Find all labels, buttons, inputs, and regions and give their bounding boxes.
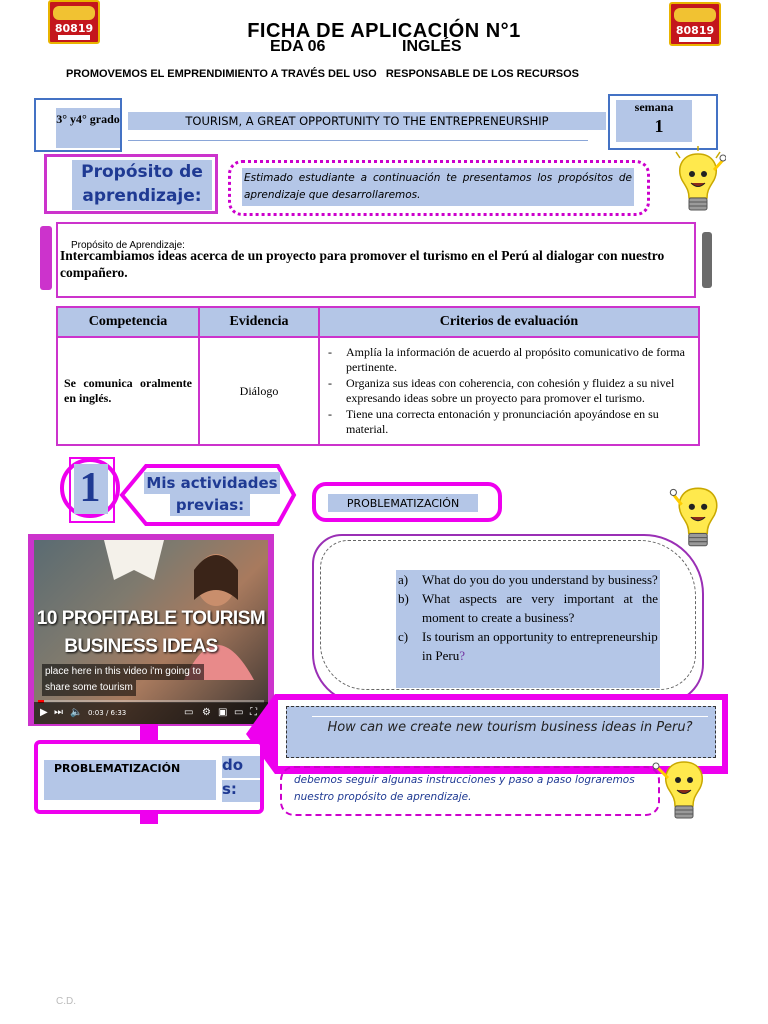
drape-figure <box>104 540 164 590</box>
lightbulb-icon <box>670 146 726 222</box>
video-title-line1: 10 PROFITABLE TOURISM <box>36 608 266 629</box>
problem-tag: PROBLEMATIZACIÓN <box>328 494 478 512</box>
video-time: 0:03 / 6:33 <box>88 709 127 717</box>
video-caption-line1: place here in this video i'm going to <box>42 664 204 680</box>
next-icon[interactable]: ⏭ <box>54 707 63 718</box>
table-header-evidencia: Evidencia <box>199 307 319 337</box>
table-cell-competencia: Se comunica oralmente en inglés. <box>57 337 199 445</box>
question-item: a) What do you do you understand by business? <box>398 572 658 587</box>
school-logo-left: 80819 <box>48 0 100 44</box>
section-number: 1 <box>79 465 101 511</box>
purpose-heading: Propósito de aprendizaje: <box>81 162 203 206</box>
topic-text: TOURISM, A GREAT OPPORTUNITY TO THE ENTREPRENEURSHIP <box>185 114 549 128</box>
school-logo-right: 80819 <box>669 2 721 46</box>
settings-icon[interactable]: ⚙ <box>202 707 211 718</box>
question-item: c) Is tourism an opportunity to entrepreneurship in Peru? <box>398 629 658 663</box>
video-title-line2: BUSINESS IDEAS <box>64 636 218 657</box>
video-player[interactable] <box>34 540 268 724</box>
purpose-small-label: Propósito de Aprendizaje: <box>71 240 185 251</box>
purpose-right-bar <box>702 232 712 288</box>
theater-icon[interactable]: ▭ <box>234 707 244 718</box>
fullscreen-icon[interactable]: ⛶ <box>250 707 257 718</box>
video-controls <box>34 702 268 724</box>
table-header-criterios: Criterios de evaluación <box>319 307 699 337</box>
questions-list <box>396 570 660 688</box>
criterion-item: - Organiza sus ideas con coherencia, con cohesión y fluidez a su nivel expresando ideas sobre un proyecto para promover el turismo. <box>346 376 692 407</box>
activities-line1: Mis actividades <box>144 472 280 494</box>
grade-box <box>56 108 120 148</box>
footer-initials: C.D. <box>56 996 76 1007</box>
criterion-item: - Tiene una correcta entonación y pronunciación apoyándose en su material. <box>346 407 692 438</box>
activities-line2: previas: <box>170 494 250 516</box>
purpose-left-bar <box>40 226 52 290</box>
week-label: semana <box>634 100 674 114</box>
table-cell-criterios <box>319 337 699 445</box>
table-cell-evidencia: Diálogo <box>199 337 319 445</box>
criterion-item: - Amplía la información de acuerdo al propósito comunicativo de forma pertinente. <box>346 345 692 376</box>
main-question-text: How can we create new tourism business ideas in Peru? <box>327 720 693 735</box>
volume-icon[interactable]: 🔈 <box>70 707 83 718</box>
purpose-intro-text: Estimado estudiante a continuación te presentamos los propósitos de aprendizaje que desarrollaremos. <box>244 172 632 201</box>
evaluation-table <box>56 306 700 446</box>
main-question-inner <box>312 716 708 755</box>
activities-label-box <box>144 472 280 516</box>
week-box <box>616 100 692 142</box>
page-title: FICHA DE APLICACIÓN N°1 <box>247 20 521 42</box>
hidden-text-1: do <box>222 756 260 778</box>
subject-label: INGLÉS <box>402 38 462 55</box>
subtitles-icon[interactable]: ▭ <box>184 707 194 718</box>
table-header-competencia: Competencia <box>57 307 199 337</box>
instructions-text: debemos seguir algunas instrucciones y paso a paso lograremos nuestro propósito de aprendizaje. <box>294 774 635 803</box>
motto: PROMOVEMOS EL EMPRENDIMIENTO A TRAVÉS DEL USO RESPONSABLE DE LOS RECURSOS <box>66 68 579 80</box>
eda-label: EDA 06 <box>270 38 326 55</box>
miniplayer-icon[interactable]: ▣ <box>218 707 228 718</box>
lightbulb-icon <box>648 752 712 832</box>
play-icon[interactable]: ▶ <box>40 707 48 718</box>
purpose-statement-text: Intercambiamos ideas acerca de un proyecto para promover el turismo en el Perú al dialogar con nuestro compañero. <box>60 248 665 280</box>
problem-tag2: PROBLEMATIZACIÓN <box>54 762 181 775</box>
video-caption-line2: share some tourism <box>42 680 136 696</box>
grade-label: 3° y4° grado <box>56 112 120 126</box>
topic-banner <box>128 112 606 130</box>
question-item: b) What aspects are very important at the moment to create a business? <box>398 591 658 625</box>
purpose-heading-box <box>72 160 212 210</box>
week-number: 1 <box>654 116 664 136</box>
topic-underline <box>128 140 588 141</box>
purpose-intro-box <box>242 168 634 206</box>
lightbulb-icon <box>668 476 728 554</box>
hidden-text-2: s: <box>222 780 260 802</box>
problem-tag2-box <box>44 760 216 800</box>
